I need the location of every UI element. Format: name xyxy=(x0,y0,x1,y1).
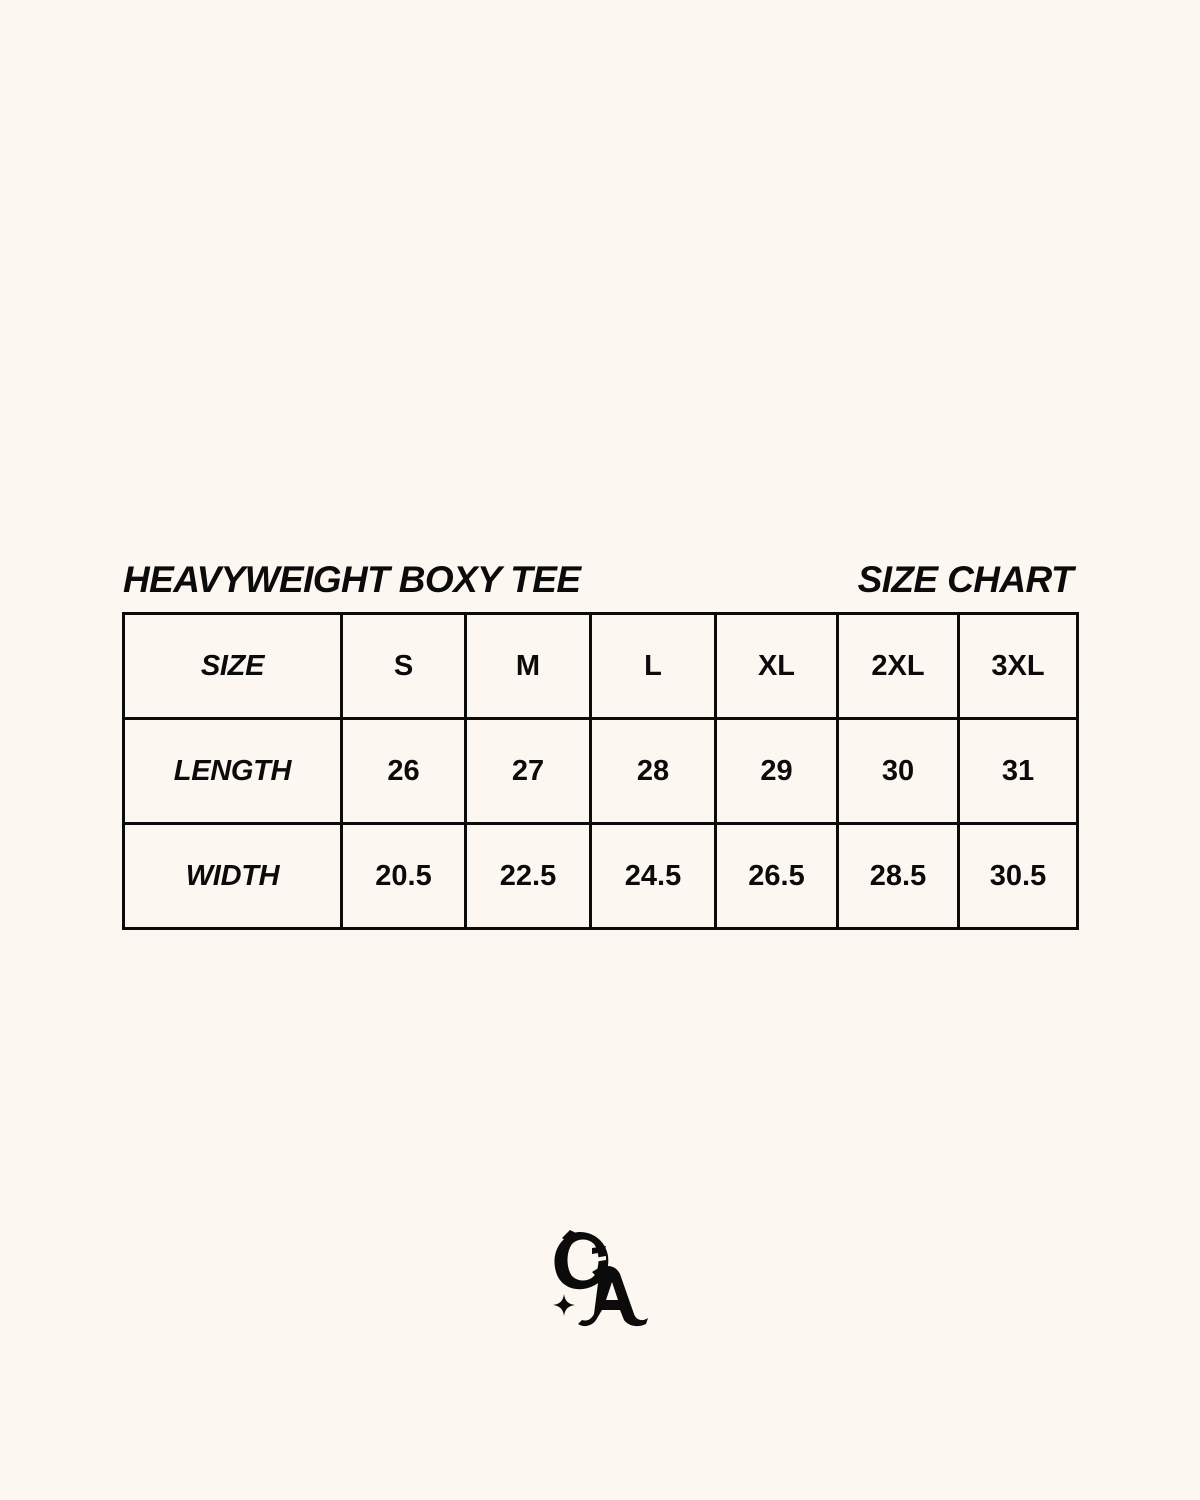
header-cell-2xl: 2XL xyxy=(838,614,959,719)
width-cell-m: 22.5 xyxy=(466,824,591,929)
width-cell-s: 20.5 xyxy=(342,824,466,929)
header-cell-l: L xyxy=(591,614,716,719)
length-cell-l: 28 xyxy=(591,719,716,824)
width-cell-3xl: 30.5 xyxy=(959,824,1078,929)
chart-title: SIZE CHART xyxy=(857,559,1073,600)
length-cell-2xl: 30 xyxy=(838,719,959,824)
length-cell-s: 26 xyxy=(342,719,466,824)
product-title: HEAVYWEIGHT BOXY TEE xyxy=(123,559,581,600)
width-cell-l: 24.5 xyxy=(591,824,716,929)
table-row-length xyxy=(124,719,1078,824)
header-cell-s: S xyxy=(342,614,466,719)
length-cell-xl: 29 xyxy=(716,719,838,824)
length-cell-3xl: 31 xyxy=(959,719,1078,824)
header-cell-3xl: 3XL xyxy=(959,614,1078,719)
size-chart-heading xyxy=(123,558,1073,604)
length-cell-m: 27 xyxy=(466,719,591,824)
sparkle-icon xyxy=(553,1294,575,1316)
size-chart-table xyxy=(122,612,1079,930)
table-row-width xyxy=(124,824,1078,929)
table-header-row xyxy=(124,614,1078,719)
brand-logo xyxy=(548,1228,654,1328)
width-cell-2xl: 28.5 xyxy=(838,824,959,929)
row-label-length: LENGTH xyxy=(124,719,342,824)
header-cell-xl: XL xyxy=(716,614,838,719)
row-label-width: WIDTH xyxy=(124,824,342,929)
header-cell-size: SIZE xyxy=(124,614,342,719)
width-cell-xl: 26.5 xyxy=(716,824,838,929)
header-cell-m: M xyxy=(466,614,591,719)
